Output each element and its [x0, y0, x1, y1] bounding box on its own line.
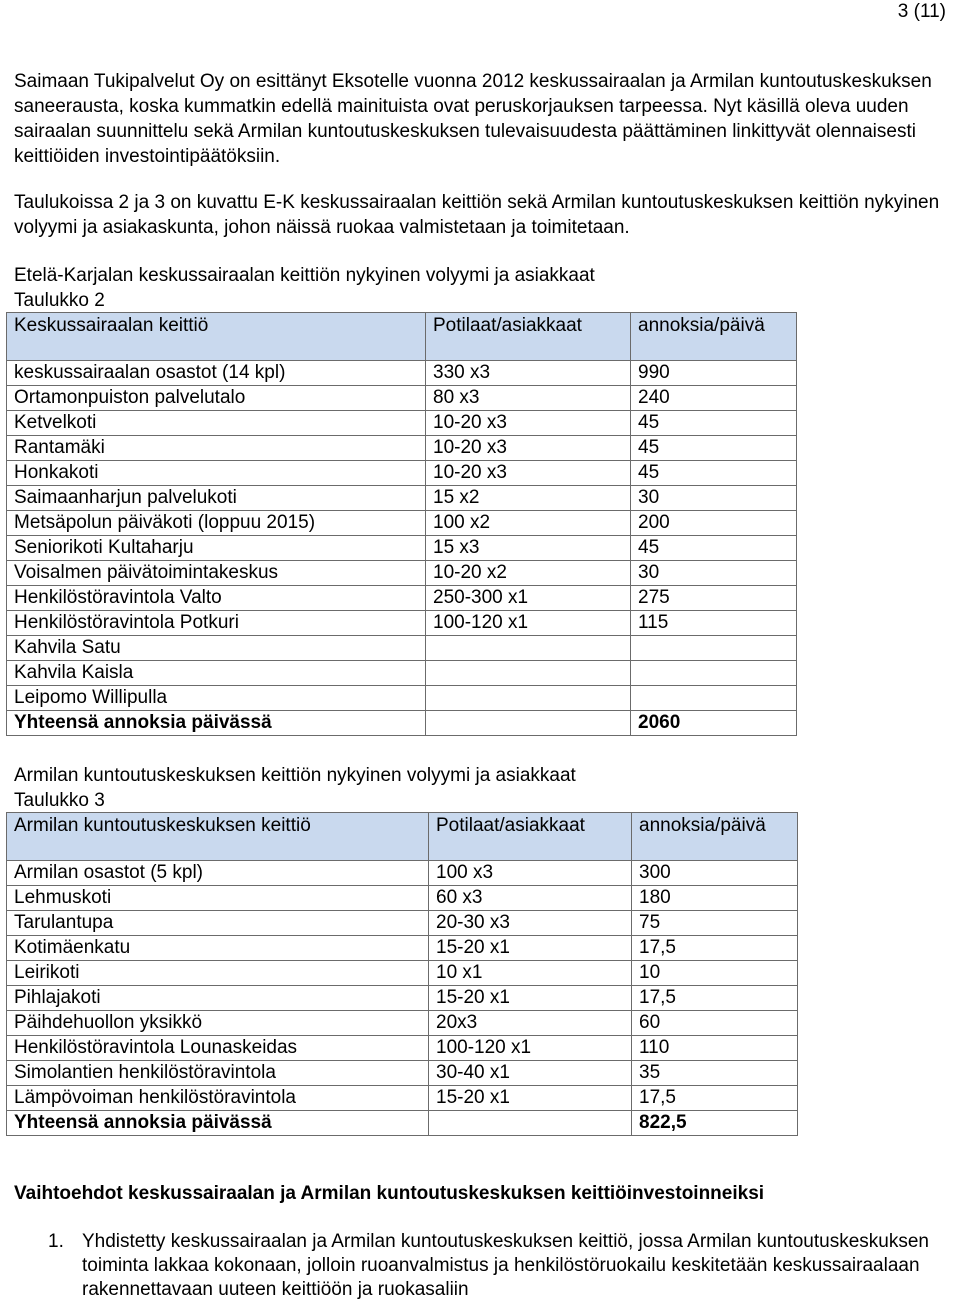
table-cell: Lehmuskoti: [7, 886, 429, 911]
table-row: [7, 861, 798, 886]
table-row: [7, 411, 797, 436]
total-row: [7, 1111, 798, 1136]
list-item-text: Yhdistetty keskussairaalan ja Armilan kuntoutuskeskuksen keittiö, jossa Armilan kuntoutuskeskuksen toiminta lakkaa kokonaan, jolloin ruoanvalmistus ja henkilöstöruokailu keskitetään keskussairaalaan rakennettavaan uuteen keittiöön ja ruokasaliin: [82, 1231, 929, 1300]
table-cell: Seniorikoti Kultaharju: [7, 536, 426, 561]
table3-armila: [6, 812, 798, 1136]
table-cell: 10-20 x2: [426, 561, 631, 586]
column-header: Keskussairaalan keittiö: [7, 313, 426, 361]
table-row: [7, 586, 797, 611]
table-cell: 200: [631, 511, 797, 536]
table-row: [7, 1011, 798, 1036]
table-cell: Henkilöstöravintola Lounaskeidas: [7, 1036, 429, 1061]
table-cell: Simolantien henkilöstöravintola: [7, 1061, 429, 1086]
table-row: [7, 1036, 798, 1061]
table-cell: 45: [631, 411, 797, 436]
table-cell: 10-20 x3: [426, 411, 631, 436]
table-cell: 275: [631, 586, 797, 611]
table-cell: 45: [631, 536, 797, 561]
total-cell: 2060: [631, 711, 797, 736]
table-cell: 10: [632, 961, 798, 986]
table-cell: Ortamonpuiston palvelutalo: [7, 386, 426, 411]
table-cell: 30: [631, 486, 797, 511]
table2-keskussairaala: [6, 312, 797, 736]
table-cell: Lämpövoiman henkilöstöravintola: [7, 1086, 429, 1111]
table-cell: 240: [631, 386, 797, 411]
table-cell: 15 x3: [426, 536, 631, 561]
table-cell: Kahvila Kaisla: [7, 661, 426, 686]
table-row: [7, 536, 797, 561]
table-cell: Leirikoti: [7, 961, 429, 986]
table-cell: 75: [632, 911, 798, 936]
table-cell: keskussairaalan osastot (14 kpl): [7, 361, 426, 386]
table-cell: 15 x2: [426, 486, 631, 511]
table-row: [7, 636, 797, 661]
column-header: annoksia/päivä: [632, 813, 798, 861]
table-cell: [631, 661, 797, 686]
table-row: [7, 1061, 798, 1086]
table-row: [7, 611, 797, 636]
total-cell: [429, 1111, 632, 1136]
list-item-number: 1.: [48, 1231, 64, 1252]
table-cell: 100-120 x1: [426, 611, 631, 636]
table-cell: 100-120 x1: [429, 1036, 632, 1061]
table-cell: 10-20 x3: [426, 461, 631, 486]
table-cell: 35: [632, 1061, 798, 1086]
table-cell: 17,5: [632, 986, 798, 1011]
total-cell: 822,5: [632, 1111, 798, 1136]
table-row: [7, 886, 798, 911]
list-item: [14, 1230, 944, 1302]
table-cell: 10 x1: [429, 961, 632, 986]
table-cell: Leipomo Willipulla: [7, 686, 426, 711]
table-row: [7, 486, 797, 511]
table-cell: [631, 686, 797, 711]
column-header: Potilaat/asiakkaat: [426, 313, 631, 361]
table-row: [7, 386, 797, 411]
table-cell: [426, 686, 631, 711]
table-cell: 15-20 x1: [429, 1086, 632, 1111]
table-cell: Henkilöstöravintola Potkuri: [7, 611, 426, 636]
intro-paragraph: Saimaan Tukipalvelut Oy on esittänyt Eksotelle vuonna 2012 keskussairaalan ja Armilan kuntoutuskeskuksen saneerausta, koska kummatkin edellä mainituista ovat peruskorjauksen tarpeessa. Nyt käsillä oleva uuden sairaalan suunnittelu sekä Armilan kuntoutuskeskuksen tulevaisuudesta päättäminen linkittyvät olennaisesti keittiöiden investointipäätöksiin.: [14, 71, 932, 167]
total-cell: Yhteensä annoksia päivässä: [7, 711, 426, 736]
table-cell: 20-30 x3: [429, 911, 632, 936]
table2-header-row: [7, 313, 797, 361]
section-heading: Vaihtoehdot keskussairaalan ja Armilan kuntoutuskeskuksen keittiöinvestoinneiksi: [14, 1183, 765, 1204]
total-cell: Yhteensä annoksia päivässä: [7, 1111, 429, 1136]
table-cell: 100 x2: [426, 511, 631, 536]
tables-description-paragraph: Taulukoissa 2 ja 3 on kuvattu E-K keskussairaalan keittiön sekä Armilan kuntoutuskeskuksen keittiön nykyinen volyymi ja asiakaskunta, johon näissä ruokaa valmistetaan ja toimitetaan.: [14, 192, 940, 238]
table-row: [7, 986, 798, 1011]
table-cell: 15-20 x1: [429, 936, 632, 961]
table-row: [7, 511, 797, 536]
column-header: annoksia/päivä: [631, 313, 797, 361]
table-row: [7, 961, 798, 986]
page-number: 3 (11): [897, 1, 946, 22]
table-cell: Henkilöstöravintola Valto: [7, 586, 426, 611]
table-row: [7, 911, 798, 936]
table2-caption: Etelä-Karjalan keskussairaalan keittiön nykyinen volyymi ja asiakkaat: [14, 265, 595, 286]
table-cell: Armilan osastot (5 kpl): [7, 861, 429, 886]
table2-label: Taulukko 2: [14, 290, 105, 311]
table-cell: [426, 636, 631, 661]
table-cell: 115: [631, 611, 797, 636]
table-cell: Ketvelkoti: [7, 411, 426, 436]
table-cell: 45: [631, 436, 797, 461]
table-cell: Honkakoti: [7, 461, 426, 486]
table-cell: Metsäpolun päiväkoti (loppuu 2015): [7, 511, 426, 536]
table-cell: Rantamäki: [7, 436, 426, 461]
table-cell: 330 x3: [426, 361, 631, 386]
table-cell: Kahvila Satu: [7, 636, 426, 661]
table-cell: 20x3: [429, 1011, 632, 1036]
table-row: [7, 936, 798, 961]
table-cell: 80 x3: [426, 386, 631, 411]
table-row: [7, 661, 797, 686]
table-cell: Päihdehuollon yksikkö: [7, 1011, 429, 1036]
table-cell: Saimaanharjun palvelukoti: [7, 486, 426, 511]
table-cell: 990: [631, 361, 797, 386]
table-cell: 100 x3: [429, 861, 632, 886]
table-cell: 60 x3: [429, 886, 632, 911]
table-cell: 30-40 x1: [429, 1061, 632, 1086]
table-cell: Pihlajakoti: [7, 986, 429, 1011]
table-cell: Tarulantupa: [7, 911, 429, 936]
total-row: [7, 711, 797, 736]
options-list: [14, 1230, 944, 1302]
table-cell: Kotimäenkatu: [7, 936, 429, 961]
table-cell: 250-300 x1: [426, 586, 631, 611]
table-row: [7, 461, 797, 486]
table-row: [7, 561, 797, 586]
column-header: Potilaat/asiakkaat: [429, 813, 632, 861]
table-cell: [426, 661, 631, 686]
column-header: Armilan kuntoutuskeskuksen keittiö: [7, 813, 429, 861]
table-row: [7, 1086, 798, 1111]
table-cell: 17,5: [632, 936, 798, 961]
total-cell: [426, 711, 631, 736]
table-row: [7, 686, 797, 711]
table-cell: [631, 636, 797, 661]
table-cell: 60: [632, 1011, 798, 1036]
table3-caption: Armilan kuntoutuskeskuksen keittiön nykyinen volyymi ja asiakkaat: [14, 765, 576, 786]
table-cell: 300: [632, 861, 798, 886]
table-cell: 110: [632, 1036, 798, 1061]
table-row: [7, 436, 797, 461]
table-cell: 10-20 x3: [426, 436, 631, 461]
table-cell: 45: [631, 461, 797, 486]
table-cell: 30: [631, 561, 797, 586]
table-cell: 180: [632, 886, 798, 911]
table-cell: 17,5: [632, 1086, 798, 1111]
table3-header-row: [7, 813, 798, 861]
table-cell: 15-20 x1: [429, 986, 632, 1011]
table-cell: Voisalmen päivätoimintakeskus: [7, 561, 426, 586]
table-row: [7, 361, 797, 386]
table3-label: Taulukko 3: [14, 790, 105, 811]
